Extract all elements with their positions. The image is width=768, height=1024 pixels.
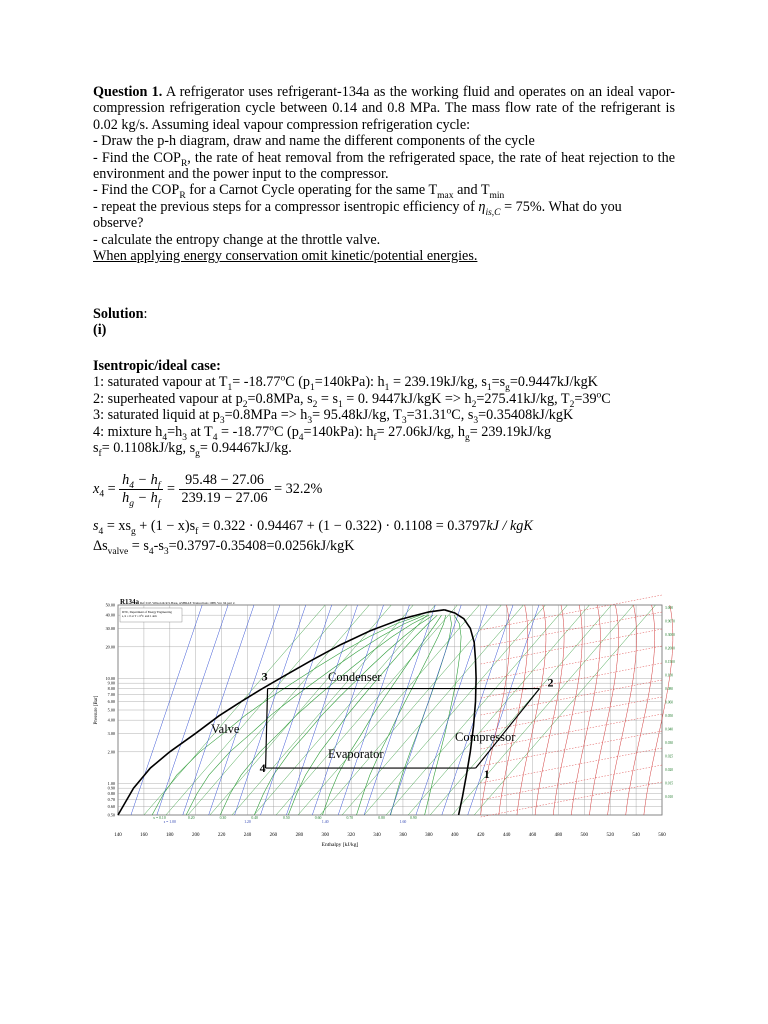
density-tick-label: 0.3000 [665,633,675,637]
density-tick-label: 0.010 [665,795,674,799]
x-tick-label: 200 [191,833,200,838]
question-note: When applying energy conservation omit kinetic/potential energies. [93,248,478,265]
x-tick-label: 160 [140,833,148,838]
ideal-heading: Isentropic/ideal case: [93,358,221,374]
state-2-line: 2: superheated vapour at $p_2=0.8MPa$, $s_2 = s_1 = 0$. $9447kJ/kgK => h_2=275.41kJ/kg$, $T_2=39^oC$ [93,390,611,410]
quality-tick-label: 0.80 [378,816,385,820]
evaporator-label: Evaporator [328,747,384,761]
entropy-line: $s_f= 0.1108kJ/kg$, $s_g= 0.94467kJ/kg$. [93,440,292,459]
x-tick-label: 400 [451,833,459,838]
x-tick-label: 420 [476,833,485,838]
isochore-line [481,748,662,783]
x-tick-label: 560 [658,833,666,838]
density-tick-label: 0.9070 [665,619,675,624]
question-label: Question 1. [93,84,163,100]
x-tick-label: 460 [528,833,537,838]
x-tick-label: 540 [632,833,640,838]
y-tick-label: 30.00 [105,625,115,631]
density-tick-label: 3.000 [665,606,674,610]
question-item-5: - calculate the entropy change at the throttle valve. [93,231,381,248]
y-axis-label: Pressure [Bar] [94,695,99,725]
chart-info-2: s, h = 0 at T = 0°C and 1 atm [122,614,157,618]
density-tick-label: 0.040 [665,727,674,732]
entropy-tick-label: s = 1.00 [163,820,176,824]
y-tick-label: 9.00 [107,680,115,686]
valve-label: Valve [211,722,240,736]
density-tick-label: 0.1500 [665,660,675,664]
question-intro: Question 1. A refrigerator uses refrigerant-134a as the working fluid and operates on an ideal vapor-compression refrigeration cycle between 0.14 and 0.8 MPa. The mass flow rate of the refrigerant is 0.02 kg/s. Assuming ideal vapour compression refrigeration cycle: [93,84,675,133]
entropy-tick-label: 1.40 [321,820,329,824]
quality-tick-label: 0.70 [346,816,354,820]
density-tick-label: 0.030 [665,741,674,745]
x-tick-label: 520 [606,833,614,838]
quality-tick-label: 0.90 [409,816,417,820]
x-tick-label: 500 [580,833,589,838]
density-tick-label: 0.025 [665,754,674,759]
chart-grid [118,605,662,815]
y-tick-label: 0.60 [107,804,115,810]
x-tick-label: 320 [347,833,355,838]
x-tick-label: 220 [217,833,226,838]
x-tick-label: 240 [243,833,252,838]
y-tick-label: 10.00 [105,675,115,681]
state-3-label: 3 [261,669,268,684]
quality-tick-label: 0.60 [314,816,322,820]
quality-line [186,615,425,815]
state-4-label: 4 [259,761,266,776]
quality-line [288,615,437,815]
density-tick-label: 0.015 [665,781,674,786]
quality-equation: $x_4$ = $\frac{h_4 - h_f}{h_g - h_f}$ = $\frac{95.48 - 27.06}{239.19 - 27.06}$ = 32.2% [93,472,323,509]
state-1-label: 1 [483,767,490,782]
quality-tick-label: 0.40 [251,816,258,820]
question-item-4: - repeat the previous steps for a compressor isentropic efficiency of $\eta_{is,C} = 75\%$. What do you observe? [93,198,622,232]
quality-tick-label: 0.20 [187,816,195,820]
y-tick-label: 8.00 [107,686,115,692]
quality-tick-label: x = 0.10 [153,816,166,820]
chart-info-1: DTU, Department of Energy Engineering [122,610,172,614]
chart-title-note: Ref: D.P. Wilson & R.S.Basu, ASHRAE Transactions 1988, Vol. 94 part 2. [140,601,236,605]
x-tick-label: 300 [321,833,329,838]
state-1-line: 1: saturated vapour at $T_1= -18.77^oC$ $(p_1=140kPa)$: $h_1 = 239.19kJ/kg$, $s_1=s_g=0.9447kJ$/kgK [93,373,598,394]
state-3-line: 3: saturated liquid at $p_3=0.8MPa => h_3= 95.48kJ/kg$, $T_3=31.31^oC$, $s_3=0.35408kJ$/kgK [93,406,574,427]
x-tick-label: 480 [554,833,563,838]
quality-tick-label: 0.30 [219,816,227,820]
saturated-liquid-line [118,610,444,815]
x-axis-label: Enthalpy [kJ/kg] [321,842,359,848]
quality-line [425,615,462,815]
x-tick-label: 180 [166,833,174,838]
y-tick-label: 2.00 [107,749,115,755]
density-tick-label: 0.060 [665,700,674,705]
y-tick-label: 5.00 [107,707,115,713]
state-2-label: 2 [547,675,554,690]
y-tick-label: 50.00 [105,602,115,608]
y-tick-label: 0.50 [107,812,115,818]
isochore-line [481,765,662,800]
density-tick-label: 0.050 [665,714,674,718]
density-tick-label: 0.020 [665,768,674,772]
question-item-1: - Draw the p-h diagram, draw and name the different components of the cycle [93,133,535,150]
isochore-line [481,629,662,664]
x-tick-label: 360 [399,833,407,838]
question-item-3: - Find the $COP_R$ for a Carnot Cycle operating for the same $T_{max}$ and $T_{min}$ [93,182,505,202]
valve-entropy-line: $\Delta s_{valve} = s_4-s_3=0.3797-0.35408=0.0256kJ/kgK$ [93,538,355,557]
quality-tick-label: 0.50 [283,816,290,820]
y-tick-label: 0.80 [107,791,115,797]
chart-title: R134a [120,598,140,606]
y-tick-label: 6.00 [107,699,115,705]
y-tick-label: 40.00 [105,612,115,618]
x-tick-label: 260 [269,833,278,838]
entropy-tick-label: 1.60 [399,820,407,824]
y-tick-label: 3.00 [107,730,115,736]
x-tick-label: 140 [114,833,122,838]
entropy-tick-label: 1.20 [244,820,251,824]
quality-fraction-symbolic: $\frac{h_4 - h_f}{h_g - h_f}$ [119,472,163,507]
chart-texts [94,598,675,848]
x-tick-label: 440 [502,833,511,838]
quality-fraction-numeric: $\frac{95.48 - 27.06}{239.19 - 27.06}$ [179,472,271,507]
y-tick-label: 7.00 [107,692,115,698]
solution-heading: Solution: (i) [93,306,148,339]
y-tick-label: 4.00 [107,717,115,723]
entropy-equation: $s_4 = xs_g + (1 - x)s_f = 0.322 \cdot 0.94467 + (1 - 0.322) \cdot 0.1108 = 0.3797kJ$ / kgK [93,518,533,537]
compressor-label: Compressor [455,730,516,744]
quality-line [391,615,452,815]
x-tick-label: 280 [295,833,304,838]
condenser-label: Condenser [328,670,382,684]
x-tick-label: 380 [425,833,433,838]
quality-line [220,615,429,815]
y-tick-label: 0.70 [107,797,115,803]
y-tick-label: 0.90 [107,785,115,791]
isochore-line [481,680,662,715]
density-tick-label: 0.2000 [665,646,675,651]
question-item-2: - Find the $COP_R$, the rate of heat removal from the refrigerated space, the rate of heat rejection to the environment and the power input to the compressor. [93,149,675,183]
isochore-line [481,612,662,647]
x-tick-label: 340 [373,833,381,838]
y-tick-label: 1.00 [107,780,115,786]
y-tick-label: 20.00 [105,644,115,650]
density-tick-label: 0.100 [665,673,674,678]
density-tick-label: 0.080 [665,687,674,691]
state-4-line: 4: mixture $h_4=h_3$ at $T_4 = -18.77^oC$ $(p_4=140kPa)$: $h_f= 27.06kJ/kg$, $h_g= 239.19kJ/kg$ [93,422,552,443]
